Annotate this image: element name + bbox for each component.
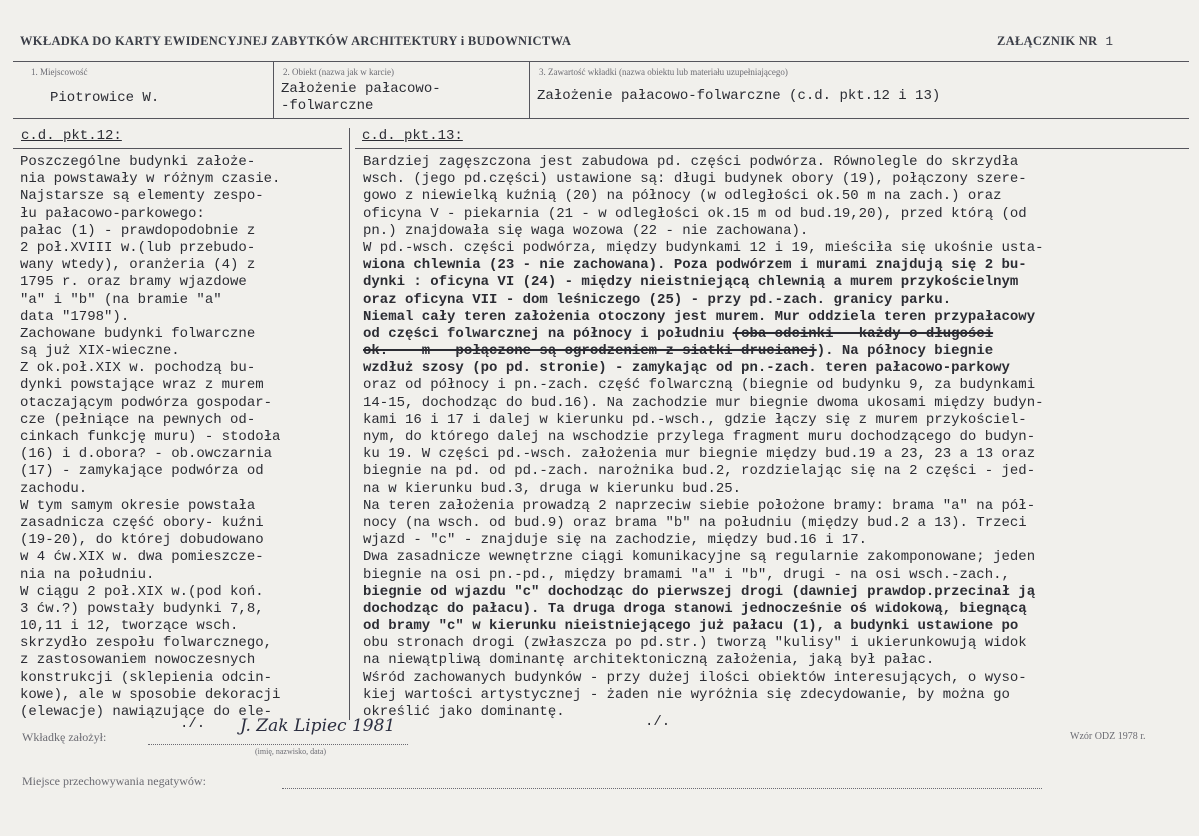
text-line bbox=[363, 171, 1044, 188]
text-segment: oraz od północy i pn.-zach. część folwarczną (biegnie od budynku 9, za budynkami bbox=[363, 377, 1036, 394]
storage-label: Miejsce przechowywania negatywów: bbox=[22, 774, 206, 788]
author-dotted-line bbox=[148, 744, 408, 745]
text-segment: dynki : oficyna VI (24) - między nieistniejącą chlewnią a murem przykościelnym bbox=[363, 274, 1019, 291]
text-line: łu pałacowo-parkowego: bbox=[20, 205, 205, 222]
field-object-line2: -folwarczne bbox=[281, 98, 374, 114]
text-line: Zachowane budynki folwarczne bbox=[20, 325, 256, 342]
field-divider-2 bbox=[529, 61, 530, 118]
end-mark-right: ./. bbox=[645, 714, 671, 730]
text-line bbox=[363, 429, 1044, 446]
text-line: dynki powstające wraz z murem bbox=[20, 377, 264, 394]
text-segment: Na teren założenia prowadzą 2 naprzeciw siebie położone bramy: brama "a" na pół- bbox=[363, 497, 1036, 514]
text-line: cinkach funkcję muru) - stodoła bbox=[20, 429, 281, 445]
text-segment: Niemal cały teren założenia otoczony jest murem. Mur oddziela teren przypałacowy bbox=[363, 308, 1036, 325]
right-column-heading: c.d. pkt.13: bbox=[362, 128, 463, 144]
text-segment: wzdłuż szosy (po pd. stronie) - zamykając od pn.-zach. teren pałacowo-parkowy bbox=[363, 360, 1010, 377]
text-line: "a" i "b" (na bramie "a" bbox=[20, 291, 222, 308]
text-segment: biegnie na osi pn.-pd., między bramami "a" i "b", drugi - na osi wsch.-zach., bbox=[363, 566, 1010, 583]
text-segment: Wśród zachowanych budynków - przy dużej ilości obiektów interesujących, o wyso- bbox=[363, 669, 1027, 686]
text-segment: Dwa zasadnicze wewnętrzne ciągi komunikacyjne są regularnie zakomponowane; jeden bbox=[363, 549, 1036, 566]
end-mark-left: ./. bbox=[180, 716, 206, 732]
text-line: zasadnicza część obory- kuźni bbox=[20, 514, 264, 531]
text-line bbox=[363, 635, 1044, 652]
header-rule-top bbox=[13, 61, 1189, 62]
text-line: Poszczególne budynki założe- bbox=[20, 154, 256, 170]
signature-caption: (imię, nazwisko, data) bbox=[255, 747, 327, 756]
text-line bbox=[363, 515, 1044, 532]
text-line: 10,11 i 12, tworzące wsch. bbox=[20, 618, 239, 635]
storage-dotted-line bbox=[282, 788, 1042, 789]
field-content-value: Założenie pałacowo-folwarczne (c.d. pkt.12 i 13) bbox=[537, 88, 941, 104]
attachment-value: 1 bbox=[1105, 35, 1114, 49]
text-line: wany wtedy), oranżeria (4) z bbox=[20, 257, 256, 274]
text-line bbox=[363, 601, 1044, 618]
text-segment: pn.) znajdowała się waga wozowa (22 - nie zachowana). bbox=[363, 222, 809, 239]
text-segment: 14-15, dochodząc do bud.16). Na zachodzie mur biegnie dwoma ukosami między budyn- bbox=[363, 394, 1044, 411]
text-line: Z ok.poł.XIX w. pochodzą bu- bbox=[20, 360, 256, 377]
text-line bbox=[363, 292, 1044, 309]
field-object-line1: Założenie pałacowo- bbox=[281, 81, 441, 97]
text-line bbox=[363, 532, 1044, 549]
text-line bbox=[363, 463, 1044, 480]
author-signature: J. Zak Lipiec 1981 bbox=[240, 716, 396, 736]
text-segment: dochodząc do pałacu). Ta druga droga stanowi jednocześnie oś widokową, biegnącą bbox=[363, 600, 1027, 617]
text-line bbox=[363, 618, 1044, 635]
author-label: Wkładkę założył: bbox=[22, 730, 107, 744]
text-segment: gowo z niewielką kuźnią (20) na północy (w odległości ok.50 m na zach.) oraz bbox=[363, 188, 1002, 205]
field-divider-1 bbox=[273, 61, 274, 118]
right-column-text bbox=[363, 154, 1044, 721]
struck-text: (oba odcinki - każdy o długości bbox=[732, 325, 994, 342]
text-line bbox=[363, 240, 1044, 257]
text-segment: od części folwarcznej na północy i południu bbox=[363, 325, 733, 342]
text-segment: na niewątpliwą dominantę architektoniczną założenia, jaką był pałac. bbox=[363, 652, 935, 669]
text-segment: wjazd - "c" - znajduje się na zachodzie, między bud.16 i 17. bbox=[363, 532, 868, 549]
field-caption-object: 2. Obiekt (nazwa jak w karcie) bbox=[283, 67, 394, 77]
text-line bbox=[363, 395, 1044, 412]
text-segment: nym, do którego dalej na wschodzie przylega fragment muru dochodzącego do budyn- bbox=[363, 429, 1036, 445]
text-line: (16) i d.obora? - ob.owczarnia bbox=[20, 446, 273, 463]
text-line: Najstarsze są elementy zespo- bbox=[20, 188, 264, 205]
text-line: 3 ćw.?) powstały budynki 7,8, bbox=[20, 600, 264, 617]
text-segment: wsch. (jego pd.części) ustawione są: długi budynek obory (19), połączony szere- bbox=[363, 171, 1027, 188]
text-segment: ku 19. W części pd.-wsch. założenia mur biegnie między bud.19 a 23, 23 a 13 oraz bbox=[363, 446, 1036, 463]
text-line bbox=[363, 704, 1044, 721]
text-line: otaczającym podwórza gospodar- bbox=[20, 394, 273, 411]
text-line: zachodu. bbox=[20, 480, 88, 497]
text-line bbox=[363, 481, 1044, 498]
attachment-label: ZAŁĄCZNIK NR bbox=[997, 34, 1098, 48]
text-line bbox=[363, 326, 1044, 343]
text-line: (17) - zamykające podwórza od bbox=[20, 463, 264, 480]
text-line bbox=[363, 412, 1044, 429]
text-segment: od bramy "c" w kierunku nieistniejącego już pałacu (1), a budynki ustawione po bbox=[363, 618, 1019, 635]
form-title: WKŁADKA DO KARTY EWIDENCYJNEJ ZABYTKÓW ARCHITEKTURY i BUDOWNICTWA bbox=[20, 34, 572, 48]
text-line bbox=[363, 223, 1044, 240]
text-line bbox=[363, 343, 1044, 360]
text-line: 1795 r. oraz bramy wjazdowe bbox=[20, 274, 247, 291]
text-line bbox=[363, 567, 1044, 584]
text-line bbox=[363, 377, 1044, 394]
text-segment: określić jako dominantę. bbox=[363, 704, 565, 720]
column-divider bbox=[349, 128, 350, 720]
text-segment: biegnie od wjazdu "c" dochodząc do pierwszej drogi (dawniej prawdop.przecinał ją bbox=[363, 583, 1036, 600]
text-line: kowe), ale w sposobie dekoracji bbox=[20, 686, 281, 703]
text-line: z zastosowaniem nowoczesnych bbox=[20, 652, 256, 669]
text-segment: W pd.-wsch. części podwórza, między budynkami 12 i 19, mieściła się ukośnie usta- bbox=[363, 239, 1044, 256]
text-line: pałac (1) - prawdopodobnie z bbox=[20, 222, 256, 239]
text-line: konstrukcji (sklepienia odcin- bbox=[20, 669, 273, 686]
text-line: data "1798"). bbox=[20, 308, 130, 325]
text-line bbox=[363, 549, 1044, 566]
text-segment: oraz oficyna VII - dom leśniczego (25) - przy pd.-zach. granicy parku. bbox=[363, 291, 952, 308]
text-line bbox=[363, 446, 1044, 463]
field-locality-value: Piotrowice W. bbox=[50, 90, 160, 106]
text-line bbox=[363, 206, 1044, 223]
text-line: nia na południu. bbox=[20, 566, 155, 583]
text-segment: oficyna V - piekarnia (21 - w odległości ok.15 m od bud.19,20), przed którą (od bbox=[363, 205, 1027, 222]
text-line bbox=[363, 309, 1044, 326]
text-line: skrzydło zespołu folwarcznego, bbox=[20, 635, 273, 652]
text-line bbox=[363, 670, 1044, 687]
text-line bbox=[363, 652, 1044, 669]
left-column-text bbox=[20, 154, 280, 721]
text-segment: kiej wartości artystycznej - żaden nie wyróżnia się zdecydowanie, by można go bbox=[363, 686, 1010, 703]
text-line bbox=[363, 584, 1044, 601]
text-segment: wiona chlewnia (23 - nie zachowana). Poza podwórzem i murami znajdują się 2 bu- bbox=[363, 257, 1027, 274]
text-segment: obu stronach drogi (zwłaszcza po pd.str.) tworzą "kulisy" i ukierunkowują widok bbox=[363, 635, 1027, 652]
text-line bbox=[363, 274, 1044, 291]
text-line bbox=[363, 188, 1044, 205]
text-line: 2 poł.XVIII w.(lub przebudo- bbox=[20, 239, 256, 256]
left-heading-rule bbox=[13, 148, 342, 149]
form-model-label: Wzór ODZ 1978 r. bbox=[1070, 731, 1146, 742]
text-line bbox=[363, 257, 1044, 274]
text-segment: ). Na północy biegnie bbox=[816, 343, 994, 360]
text-segment: biegnie na pd. od pd.-zach. narożnika bud.2, rozdzielając się na 2 części - jed- bbox=[363, 463, 1036, 480]
text-line bbox=[363, 154, 1044, 171]
text-line: (19-20), do której dobudowano bbox=[20, 532, 264, 549]
text-line: nia powstawały w różnym czasie. bbox=[20, 171, 281, 188]
header-rule-bottom bbox=[13, 118, 1189, 119]
text-line: cze (pełniące na pewnych od- bbox=[20, 411, 256, 428]
text-segment: nocy (na wsch. od bud.9) oraz brama "b" na południu (między bud.2 a 13). Trzeci bbox=[363, 514, 1027, 531]
text-line bbox=[363, 687, 1044, 704]
field-caption-content: 3. Zawartość wkładki (nazwa obiektu lub materiału uzupełniającego) bbox=[539, 67, 788, 77]
struck-text: ok. m - połączone są ogrodzeniem z siatki drucianej bbox=[363, 343, 817, 360]
text-line: W ciągu 2 poł.XIX w.(pod koń. bbox=[20, 583, 264, 600]
text-line bbox=[363, 498, 1044, 515]
text-line: są już XIX-wieczne. bbox=[20, 343, 180, 360]
text-line bbox=[363, 360, 1044, 377]
left-column-heading: c.d. pkt.12: bbox=[21, 128, 122, 144]
right-heading-rule bbox=[355, 148, 1189, 149]
text-line: (elewacje) nawiązujące do ele- bbox=[20, 704, 273, 720]
text-line: W tym samym okresie powstała bbox=[20, 497, 256, 514]
attachment-number bbox=[997, 34, 1113, 49]
text-segment: kami 16 i 17 i dalej w kierunku pd.-wsch., gdzie łączy się z murem przykościel- bbox=[363, 411, 1027, 428]
text-segment: Bardziej zagęszczona jest zabudowa pd. części podwórza. Równolegle do skrzydła bbox=[363, 154, 1019, 170]
text-segment: na w kierunku bud.3, druga w kierunku bud.25. bbox=[363, 480, 742, 497]
text-line: w 4 ćw.XIX w. dwa pomieszcze- bbox=[20, 549, 264, 566]
field-caption-locality: 1. Miejscowość bbox=[31, 67, 88, 77]
